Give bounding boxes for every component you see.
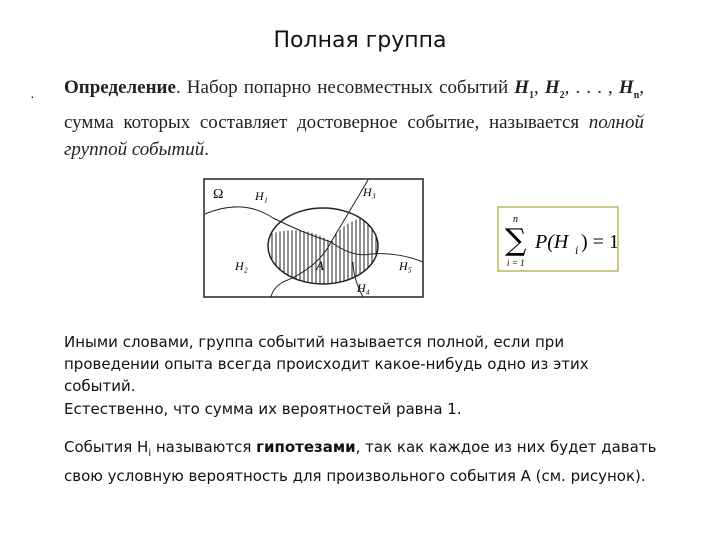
p3-sub: i bbox=[148, 448, 152, 459]
formula-box bbox=[497, 206, 619, 272]
h1-letter: H bbox=[514, 77, 530, 98]
h2-letter: H bbox=[544, 77, 560, 98]
h1-sub: 1 bbox=[529, 89, 535, 101]
h4-label: H₄ bbox=[357, 281, 370, 295]
omega-label: Ω bbox=[213, 187, 224, 202]
formula-expr: P(H bbox=[535, 231, 569, 253]
h3-label: H₃ bbox=[363, 185, 376, 199]
definition-block bbox=[64, 74, 644, 163]
definition-term: Определение bbox=[64, 77, 176, 98]
p3-part-a: События H bbox=[64, 438, 149, 456]
paragraph-sum-probabilities: Естественно, что сумма их вероятностей равна 1. bbox=[64, 400, 462, 418]
venn-diagram bbox=[203, 178, 424, 298]
bullet-dot: · bbox=[30, 88, 35, 104]
hn-sub: n bbox=[633, 89, 640, 101]
h5-label: H₅ bbox=[399, 259, 412, 273]
p3-part-b: называются bbox=[151, 438, 257, 456]
formula-rhs: ) = 1 bbox=[581, 231, 617, 253]
paragraph-hypotheses bbox=[64, 436, 664, 487]
hn-letter: H bbox=[618, 77, 634, 98]
definition-end: . bbox=[204, 138, 209, 160]
sum-lower: i = 1 bbox=[507, 258, 525, 268]
h2-sub: 2 bbox=[559, 89, 565, 101]
formula-sub: i bbox=[575, 243, 579, 257]
p3-part-c: , так как каждое из них будет давать свою условную вероятность для произвольного события А (см. рисунок). bbox=[64, 438, 657, 485]
paragraph-complete-group: Иными словами, группа событий называется полной, если при проведении опыта всегда происходит какое-нибудь одно из этих событий. bbox=[64, 333, 589, 395]
sum-upper: n bbox=[513, 214, 518, 225]
definition-text-2: , сумма которых составляет достоверное событие, называется bbox=[64, 77, 645, 133]
definition-dots: , . . . , bbox=[564, 77, 619, 98]
h1-label: H₁ bbox=[255, 189, 268, 203]
definition-sep: , bbox=[534, 77, 539, 98]
h2-label: H₂ bbox=[235, 259, 248, 273]
p3-bold: гипотезами bbox=[256, 438, 356, 456]
sum-formula bbox=[499, 208, 617, 270]
definition-italic: полной группой событий bbox=[64, 111, 644, 160]
definition-text-1: . Набор попарно несовместных событий bbox=[175, 77, 515, 98]
a-label: A bbox=[316, 258, 324, 273]
sigma-symbol: ∑ bbox=[505, 223, 527, 258]
slide-title: Полная группа bbox=[273, 28, 447, 53]
